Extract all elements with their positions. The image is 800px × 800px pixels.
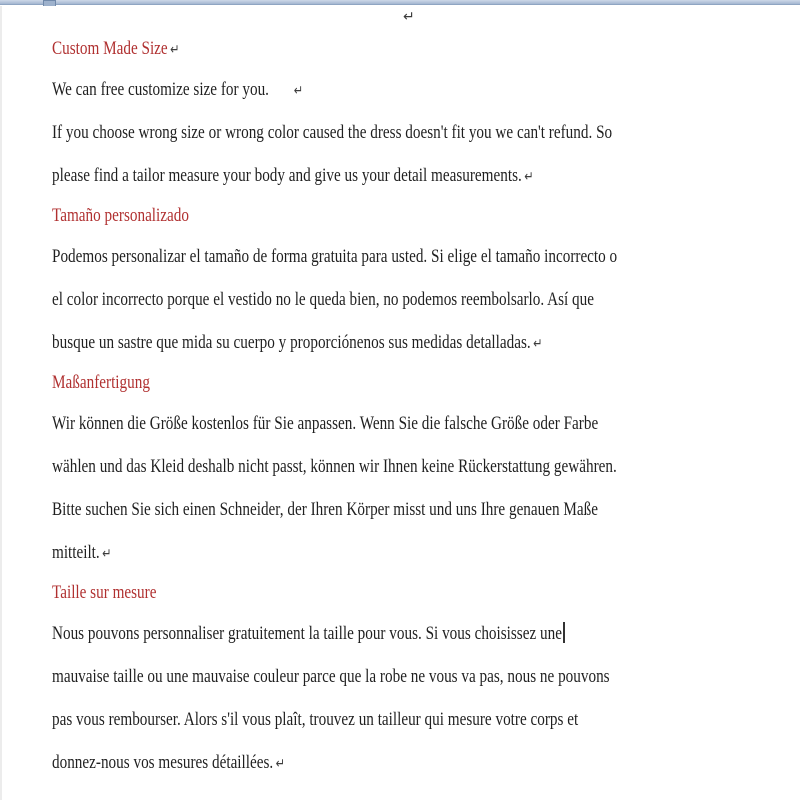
text-line[interactable]	[52, 612, 650, 655]
text-line[interactable]	[52, 154, 650, 197]
text-line-content: Wir können die Größe kostenlos für Sie anpassen. Wenn Sie die falsche Größe oder Farbe	[52, 413, 599, 434]
line-break-mark: ↵	[533, 336, 543, 352]
section-heading-text: Custom Made Size	[52, 38, 168, 59]
section-heading-text: Maßanfertigung	[52, 372, 150, 393]
section-heading-text: Tamaño personalizado	[52, 205, 189, 226]
text-cursor	[564, 622, 566, 643]
text-line-content: Bitte suchen Sie sich einen Schneider, der Ihren Körper misst und uns Ihre genauen Maße	[52, 499, 599, 520]
section-heading-text: Taille sur mesure	[52, 582, 157, 603]
text-line-content: busque un sastre que mida su cuerpo y proporciónenos sus medidas detalladas.	[52, 332, 531, 353]
line-break-mark: ↵	[403, 9, 415, 25]
text-line-content: donnez-nous vos mesures détaillées.	[52, 752, 274, 773]
text-line-content: pas vous rembourser. Alors s'il vous plaît, trouvez un tailleur qui mesure votre corps et	[52, 709, 579, 730]
text-line[interactable]	[52, 488, 650, 531]
text-line[interactable]	[52, 531, 650, 574]
text-line[interactable]	[52, 321, 650, 364]
text-line-content: mitteilt.	[52, 542, 100, 563]
text-line-content: mauvaise taille ou une mauvaise couleur parce que la robe ne vous va pas, nous ne pouvons	[52, 666, 610, 687]
line-break-mark: ↵	[102, 546, 112, 562]
text-line[interactable]	[52, 445, 650, 488]
section-heading[interactable]	[52, 30, 650, 68]
document-page[interactable]	[0, 6, 800, 800]
text-line[interactable]	[52, 741, 650, 784]
window-top-edge	[0, 0, 800, 5]
text-line[interactable]	[52, 278, 650, 321]
line-break-mark: ↵	[524, 169, 534, 185]
text-line-content: wählen und das Kleid deshalb nicht passt, können wir Ihnen keine Rückerstattung gewähren.	[52, 456, 617, 477]
section-heading[interactable]	[52, 364, 650, 402]
text-line[interactable]	[52, 68, 650, 111]
text-line[interactable]	[52, 655, 650, 698]
section-heading[interactable]	[52, 574, 650, 612]
line-break-mark: ↵	[170, 42, 180, 58]
text-line-content: el color incorrecto porque el vestido no le queda bien, no podemos reembolsarlo. Así que	[52, 289, 594, 310]
text-line-content: please find a tailor measure your body and give us your detail measurements.	[52, 165, 522, 186]
text-line[interactable]	[52, 111, 650, 154]
line-break-mark: ↵	[275, 756, 285, 772]
line-break-mark: ↵	[293, 83, 304, 99]
text-line-content: We can free customize size for you.	[52, 79, 269, 100]
text-line-content: Podemos personalizar el tamaño de forma gratuita para usted. Si elige el tamaño incorrecto o	[52, 246, 618, 267]
section-heading[interactable]	[52, 197, 650, 235]
text-line-content: Nous pouvons personnaliser gratuitement la taille pour vous. Si vous choisissez une	[52, 623, 562, 644]
document-content	[52, 30, 800, 784]
text-line-content: If you choose wrong size or wrong color caused the dress doesn't fit you we can't refund. So	[52, 122, 613, 143]
text-line[interactable]	[52, 402, 650, 445]
text-line[interactable]	[52, 235, 650, 278]
text-line[interactable]	[52, 698, 650, 741]
